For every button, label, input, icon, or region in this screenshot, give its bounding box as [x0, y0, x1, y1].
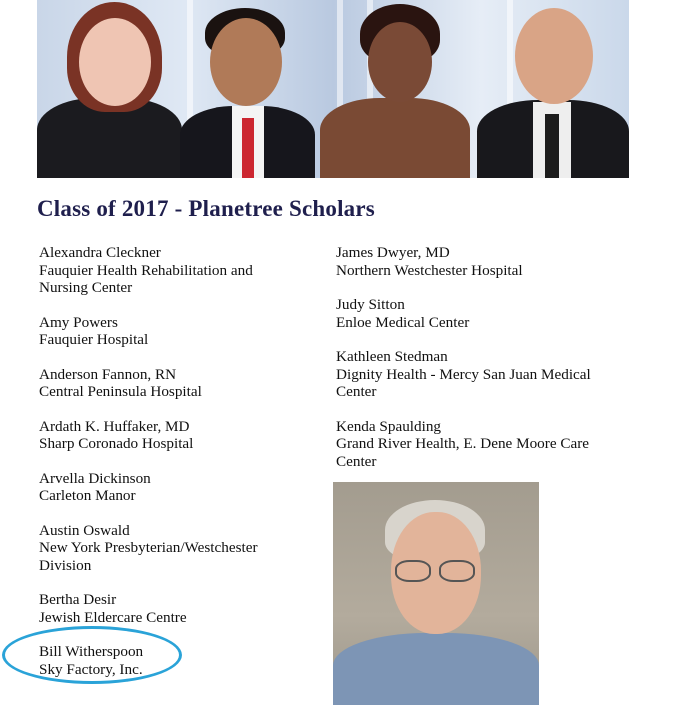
scholar-organization: Grand River Health, E. Dene Moore Care: [336, 435, 590, 452]
scholar-organization: Carleton Manor: [39, 487, 136, 504]
list-item: [336, 244, 666, 279]
scholar-organization: Central Peninsula Hospital: [39, 383, 202, 400]
list-item: [39, 522, 319, 575]
list-item: [39, 470, 319, 505]
scholar-name: James Dwyer, MD: [336, 244, 450, 261]
list-item: [39, 314, 319, 349]
list-item: [336, 348, 666, 401]
scholar-organization: Sharp Coronado Hospital: [39, 435, 194, 452]
scholar-organization: Fauquier Hospital: [39, 331, 149, 348]
list-item: [39, 244, 319, 297]
list-item: [39, 366, 319, 401]
list-item: [336, 296, 666, 331]
scholar-name: Austin Oswald: [39, 521, 130, 539]
scholar-organization: New York Presbyterian/Westchester: [39, 539, 258, 556]
scholar-name: Amy Powers: [39, 313, 118, 331]
list-item: [336, 418, 666, 471]
scholar-organization: Center: [336, 452, 377, 470]
scholar-name: Kenda Spaulding: [336, 417, 442, 435]
scholar-name: Anderson Fannon, RN: [39, 365, 177, 383]
scholar-name: Ardath K. Huffaker, MD: [39, 417, 190, 435]
scholar-name: Arvella Dickinson: [39, 469, 151, 487]
scholar-name: Kathleen Stedman: [336, 348, 448, 365]
scholar-name: Bertha Desir: [39, 591, 117, 608]
scholar-name: Alexandra Cleckner: [39, 244, 161, 261]
scholar-organization: Dignity Health - Mercy San Juan Medical: [336, 365, 591, 383]
list-item: [39, 591, 319, 626]
scholar-organization: Division: [39, 556, 92, 574]
scholar-organization: Fauquier Health Rehabilitation and: [39, 261, 253, 279]
scholar-organization: Nursing Center: [39, 279, 133, 296]
scholars-list-left: [39, 244, 319, 678]
scholar-organization: Jewish Eldercare Centre: [39, 608, 187, 626]
scholar-organization: Northern Westchester Hospital: [336, 261, 523, 279]
scholar-organization: Enloe Medical Center: [336, 313, 470, 331]
scholar-organization: Sky Factory, Inc.: [39, 660, 143, 678]
page-title: Class of 2017 - Planetree Scholars: [37, 196, 375, 221]
scholar-organization: Center: [336, 383, 377, 400]
scholar-name: Bill Witherspoon: [39, 643, 144, 660]
scholars-list-right: [336, 244, 666, 470]
scholar-name: Judy Sitton: [336, 296, 405, 313]
list-item: [39, 418, 319, 453]
scholar-portrait-photo: [333, 482, 539, 705]
scholars-group-photo: [37, 0, 629, 178]
highlight-circle: [2, 626, 182, 684]
